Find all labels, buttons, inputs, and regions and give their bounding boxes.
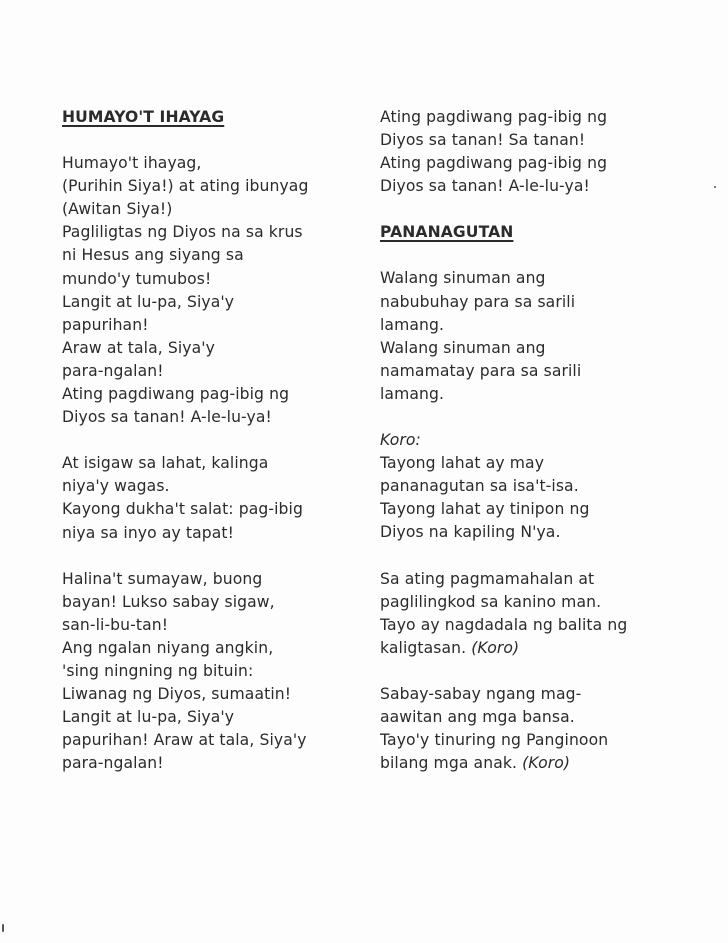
lyric-line: Sa ating pagmamahalan at <box>380 569 595 588</box>
stanza-gap <box>380 244 680 267</box>
lyric-line: (Purihin Siya!) at ating ibunyag <box>62 177 309 196</box>
lyric-line: bayan! Lukso sabay sigaw, <box>62 592 275 611</box>
stanza-gap <box>380 406 680 429</box>
lyric-text: bilang mga anak. <box>380 754 518 773</box>
right-top-stanza <box>380 106 680 198</box>
lyric-line-with-koro <box>380 637 680 660</box>
right-stanza-2 <box>380 568 680 660</box>
lyric-line: Pagliligtas ng Diyos na sa krus <box>62 223 303 242</box>
stanza-gap <box>62 129 362 152</box>
lyric-line: Ating pagdiwang pag-ibig ng <box>380 108 608 126</box>
lyric-line: Tayong lahat ay may <box>380 454 545 473</box>
lyric-line: niya sa inyo ay tapat! <box>62 523 234 542</box>
lyric-line: lamang. <box>380 315 445 334</box>
scan-speck <box>714 186 716 188</box>
koro-reference: (Koro) <box>471 638 520 657</box>
lyric-line: papurihan! Araw at tala, Siya'y <box>62 731 307 750</box>
stanza-gap <box>380 198 680 221</box>
lyric-line: papurihan! <box>62 315 149 334</box>
song-title-humayot-ihayag: HUMAYO'T IHAYAG <box>62 108 225 126</box>
lyric-line-with-koro <box>380 752 680 775</box>
lyric-line: Ang ngalan niyang angkin, <box>62 638 274 657</box>
lyric-line: (Awitan Siya!) <box>62 200 173 219</box>
lyric-text: kaligtasan. <box>380 638 467 657</box>
lyric-line: paglilingkod sa kanino man. <box>380 592 602 611</box>
lyric-line: Humayo't ihayag, <box>62 154 202 173</box>
lyric-line: nabubuhay para sa sarili <box>380 292 576 311</box>
lyric-line: para-ngalan! <box>62 361 164 380</box>
left-column <box>62 106 362 775</box>
koro-section <box>380 429 680 544</box>
scan-speck <box>2 924 4 932</box>
koro-label: Koro: <box>380 431 421 450</box>
lyric-line: pananagutan sa isa't-isa. <box>380 477 579 496</box>
lyric-line: namamatay para sa sarili <box>380 361 582 380</box>
lyric-line: Ating pagdiwang pag-ibig ng <box>62 385 290 404</box>
lyric-line: At isigaw sa lahat, kalinga <box>62 454 269 473</box>
lyric-line: Langit at lu-pa, Siya'y <box>62 708 235 727</box>
left-stanza-1 <box>62 152 362 429</box>
stanza-gap <box>62 429 362 452</box>
lyric-line: Walang sinuman ang <box>380 269 546 288</box>
lyric-line: Tayo ay nagdadala ng balita ng <box>380 615 628 634</box>
lyric-line: Diyos na kapiling N'ya. <box>380 523 561 542</box>
lyric-line: Diyos sa tanan! A-le-lu-ya! <box>380 177 590 196</box>
lyric-line: niya'y wagas. <box>62 477 170 496</box>
lyric-line: Ating pagdiwang pag-ibig ng <box>380 154 608 173</box>
lyric-line: Sabay-sabay ngang mag- <box>380 684 582 703</box>
lyric-line: san-li-bu-tan! <box>62 615 169 634</box>
stanza-gap <box>62 545 362 568</box>
lyric-line: Tayong lahat ay tinipon ng <box>380 500 590 519</box>
song-title-pananagutan: PANANAGUTAN <box>380 223 514 242</box>
lyric-line: Kayong dukha't salat: pag-ibig <box>62 500 303 519</box>
lyric-line: para-ngalan! <box>62 754 164 773</box>
lyric-line: Walang sinuman ang <box>380 338 546 357</box>
lyric-line: aawitan ang mga bansa. <box>380 707 575 726</box>
lyric-line: lamang. <box>380 384 445 403</box>
left-stanza-3 <box>62 568 362 776</box>
right-stanza-3 <box>380 683 680 775</box>
stanza-gap <box>380 545 680 568</box>
lyric-line: Liwanag ng Diyos, sumaatin! <box>62 685 292 704</box>
left-stanza-2 <box>62 452 362 544</box>
lyric-line: Tayo'y tinuring ng Panginoon <box>380 731 609 750</box>
lyric-line: Araw at tala, Siya'y <box>62 338 215 357</box>
lyric-line: Halina't sumayaw, buong <box>62 569 263 588</box>
right-stanza-1 <box>380 267 680 406</box>
lyric-line: Langit at lu-pa, Siya'y <box>62 292 235 311</box>
lyric-line: mundo'y tumubos! <box>62 269 212 288</box>
lyric-line: Diyos sa tanan! A-le-lu-ya! <box>62 408 272 427</box>
right-column <box>380 106 680 775</box>
koro-reference: (Koro) <box>522 754 571 773</box>
stanza-gap <box>380 660 680 683</box>
lyric-line: ni Hesus ang siyang sa <box>62 246 244 265</box>
lyric-line: 'sing ningning ng bituin: <box>62 661 254 680</box>
lyric-line: Diyos sa tanan! Sa tanan! <box>380 131 586 150</box>
